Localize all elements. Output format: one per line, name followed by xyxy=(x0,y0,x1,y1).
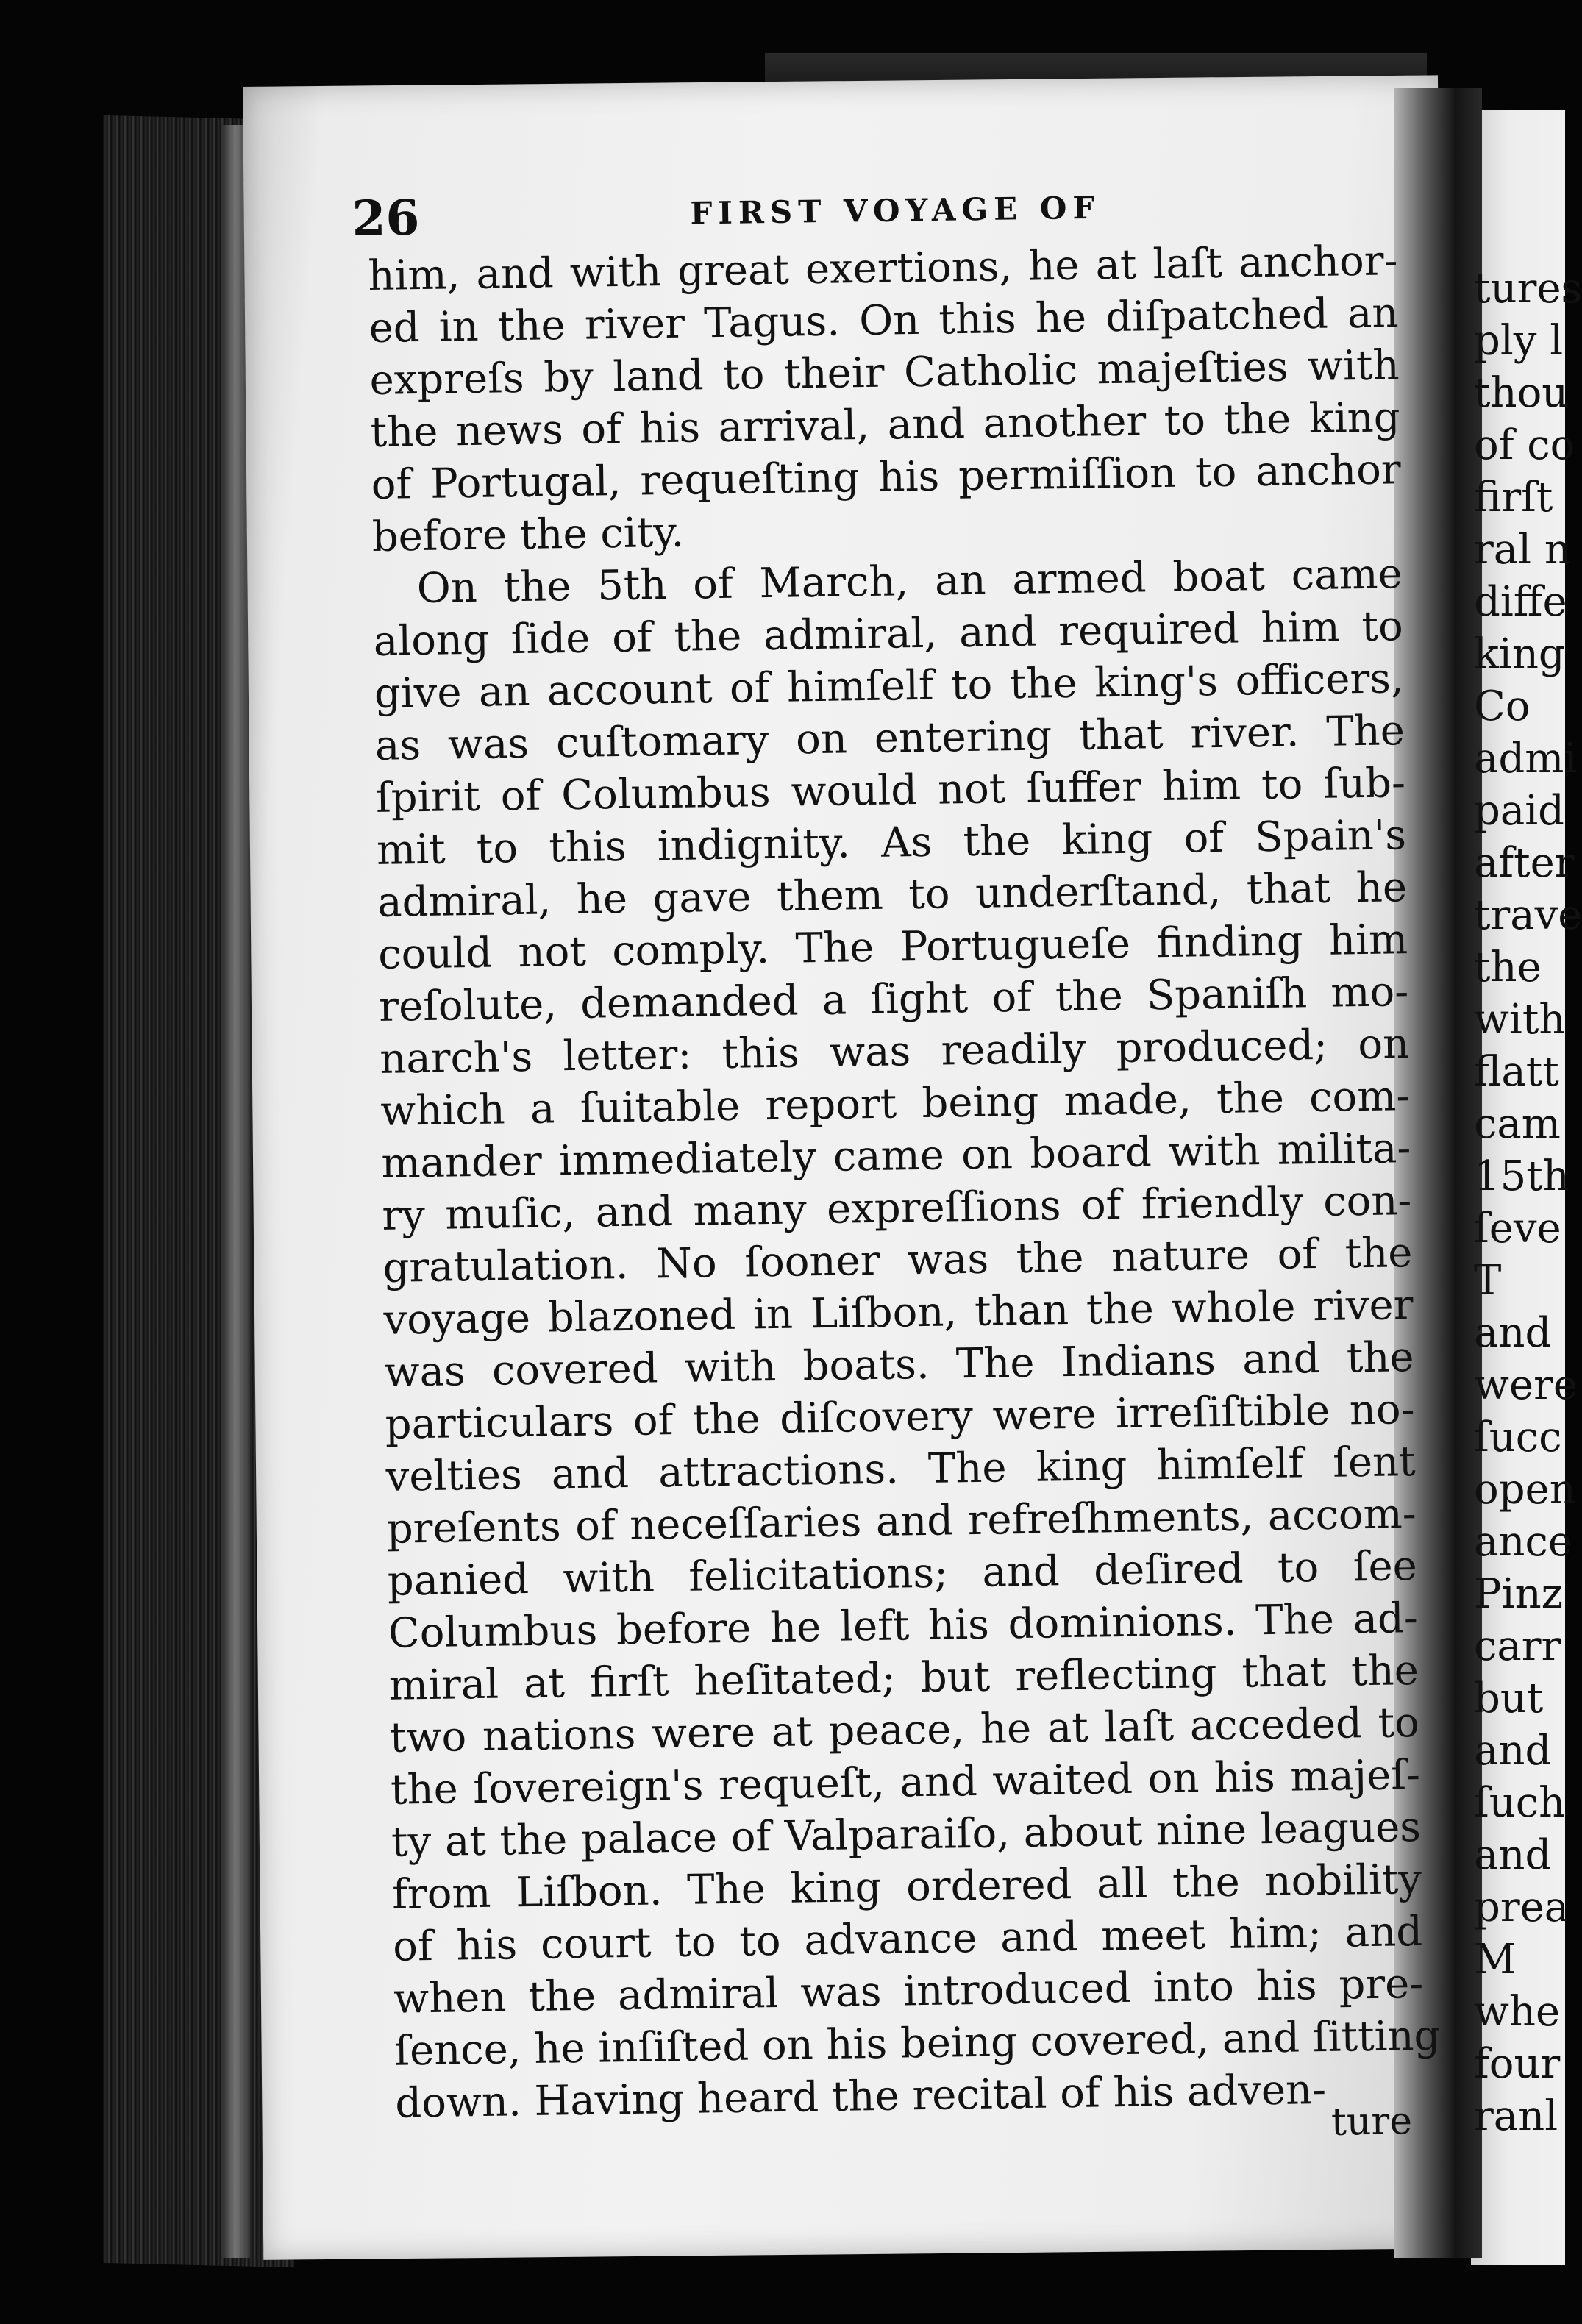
text-line: voyage blazoned in Liſbon, than the whole river xyxy=(383,1281,1414,1344)
facing-page-fragment: king xyxy=(1474,630,1565,678)
facing-page-fragment: T xyxy=(1474,1257,1502,1305)
facing-page-fragment: and xyxy=(1474,1309,1552,1357)
text-line: which a ſuitable report being made, the com- xyxy=(380,1072,1411,1136)
facing-page-fragment: flatt xyxy=(1474,1048,1559,1096)
text-line: down. Having heard the recital of his adven- xyxy=(394,2065,1327,2128)
text-line: preſents of neceſſaries and refreſhments, accom- xyxy=(386,1490,1417,1553)
text-line: along ſide of the admiral, and required him to xyxy=(373,602,1404,666)
text-line: Columbus before he left his dominions. The ad- xyxy=(388,1594,1419,1658)
text-line: from Liſbon. The king ordered all the nobility xyxy=(391,1855,1422,1919)
text-line: the ſovereign's requeſt, and waited on his majeſ- xyxy=(390,1751,1421,1814)
facing-page-fragment: with xyxy=(1474,996,1566,1044)
facing-page-fragment: paid xyxy=(1474,787,1564,835)
text-line: the news of his arrival, and another to the king xyxy=(370,393,1401,457)
text-line: ry muſic, and many expreſſions of friendly con- xyxy=(382,1177,1412,1240)
facing-page-fragment: Pinz xyxy=(1474,1570,1564,1618)
facing-page-fragment: whe xyxy=(1474,1988,1561,2036)
text-line: mit to this indignity. As the king of Spain's xyxy=(376,811,1407,874)
text-line: velties and attractions. The king himſelf ſent xyxy=(385,1438,1417,1501)
facing-page-fragment: and xyxy=(1474,1831,1552,1879)
facing-page-fragment: ral n xyxy=(1474,526,1571,574)
catchword: ture xyxy=(1330,2099,1413,2145)
facing-page-fragment: four xyxy=(1474,2040,1561,2088)
body-text xyxy=(368,235,1440,2130)
facing-page-fragment: carr xyxy=(1474,1622,1561,1670)
text-line: before the city. xyxy=(371,508,685,561)
text-line: of Portugal, requeſting his permiſſion to anchor xyxy=(371,446,1402,509)
facing-page-fragment: and xyxy=(1474,1727,1552,1775)
text-line: panied with felicitations; and deſired to ſee xyxy=(387,1542,1418,1605)
text-line: ed in the river Tagus. On this he diſpatched an xyxy=(368,289,1399,352)
facing-page-fragment: but xyxy=(1474,1675,1544,1722)
text-line: was covered with boats. The Indians and the xyxy=(384,1333,1414,1397)
text-line: ty at the palace of Valparaiſo, about nine leagues xyxy=(391,1803,1422,1867)
facing-page-fragment: firſt xyxy=(1474,474,1553,521)
text-line: expreſs by land to their Catholic majeſties with xyxy=(369,341,1400,404)
text-line: On the 5th of March, an armed boat came xyxy=(416,550,1403,613)
text-line: mander immediately came on board with milita- xyxy=(380,1124,1411,1188)
text-line: particulars of the diſcovery were irreſiſtible no- xyxy=(385,1386,1416,1449)
text-line: ſence, he inſiſted on his being covered, and ſitting xyxy=(393,2011,1441,2075)
text-line: give an account of himſelf to the king's officers, xyxy=(374,655,1405,718)
running-head: FIRST VOYAGE OF xyxy=(690,189,1101,232)
facing-page-fragment: prea xyxy=(1474,1883,1569,1931)
text-line: narch's letter: this was readily produced; on xyxy=(379,1020,1410,1083)
facing-page-fragment: M xyxy=(1474,1936,1517,1983)
text-line: of his court to to advance and meet him; and xyxy=(392,1907,1423,1971)
facing-page-fragment: cam xyxy=(1474,1100,1561,1148)
facing-page-fragment: trave xyxy=(1474,891,1582,939)
text-line: two nations were at peace, he at laſt acceded to xyxy=(389,1699,1420,1762)
facing-page-fragment: ſeve xyxy=(1474,1205,1561,1252)
facing-page-fragment: Co xyxy=(1474,682,1531,730)
facing-page-fragment: ply l xyxy=(1474,317,1564,365)
facing-page-fragment: ranl xyxy=(1474,2092,1558,2140)
facing-page-fragment: ſucc xyxy=(1474,1414,1562,1461)
facing-page-fragment: after xyxy=(1474,839,1575,887)
facing-page-fragment: 15th xyxy=(1474,1152,1569,1200)
facing-page-fragment: the xyxy=(1474,944,1542,991)
page-number: 26 xyxy=(352,188,420,247)
text-line: could not comply. The Portugueſe finding him xyxy=(377,916,1408,979)
facing-page-fragment: diffe xyxy=(1474,578,1567,626)
facing-page-fragment: ſuch xyxy=(1474,1779,1566,1827)
facing-page-fragment: open xyxy=(1474,1466,1576,1514)
text-line: when the admiral was introduced into his pre- xyxy=(393,1959,1424,2023)
facing-page-fragment: were xyxy=(1474,1361,1578,1409)
text-line: as was cuſtomary on entering that river. The xyxy=(374,707,1405,770)
text-line: reſolute, demanded a ſight of the Spaniſh mo- xyxy=(378,968,1409,1031)
facing-page-fragment: thou xyxy=(1474,369,1569,417)
text-line: ſpirit of Columbus would not ſuffer him to ſub- xyxy=(375,759,1406,822)
text-line: admiral, he gave them to underſtand, that he xyxy=(377,863,1408,927)
text-line: gratulation. No ſooner was the nature of the xyxy=(382,1229,1413,1292)
text-line: miral at firſt heſitated; but reflecting that the xyxy=(388,1647,1419,1710)
text-line: him, and with great exertions, he at laſt anchor- xyxy=(368,237,1398,300)
facing-page-fragment: admi xyxy=(1474,735,1578,783)
facing-page-fragment: tures xyxy=(1474,265,1582,313)
facing-page-fragment: of co xyxy=(1474,421,1575,469)
facing-page-fragment: ance xyxy=(1474,1518,1572,1566)
